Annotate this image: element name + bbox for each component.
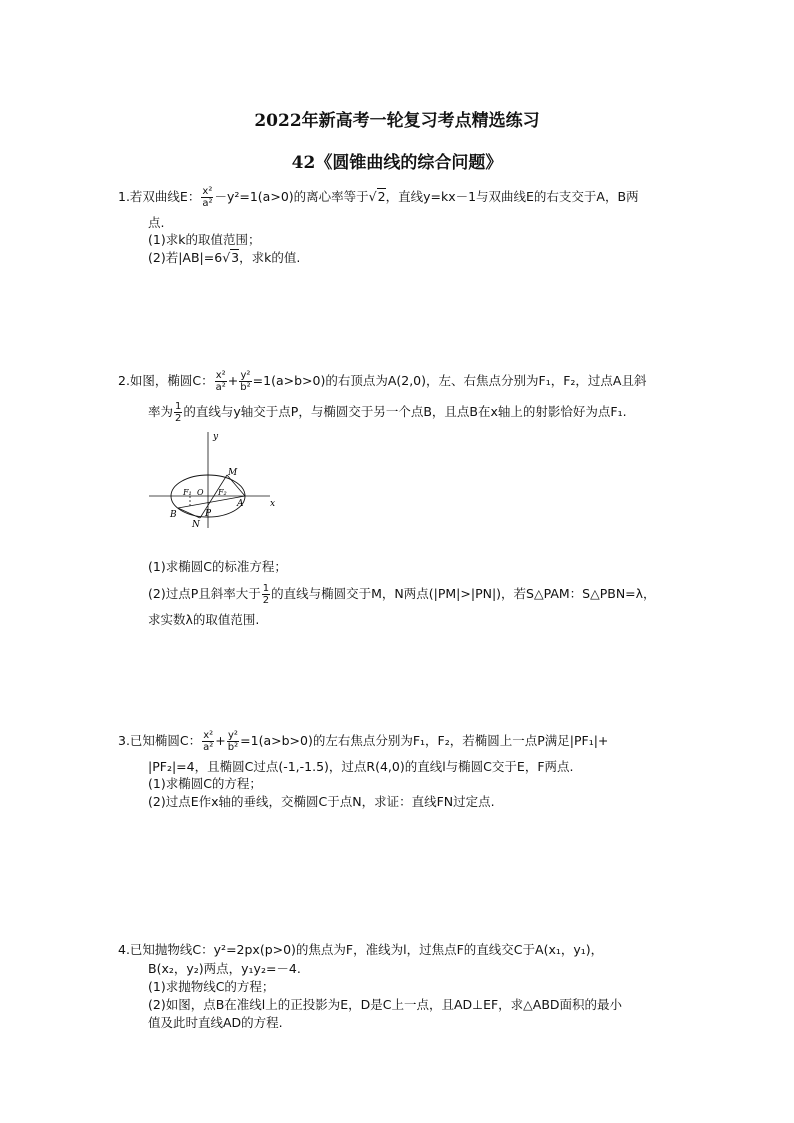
page-subtitle: 42《圆锥曲线的综合问题》 (291, 153, 503, 173)
label-F2: F₂ (218, 488, 227, 497)
q1-text: 1.若双曲线E： (118, 189, 201, 204)
fraction-den: 2 (175, 413, 182, 424)
q2-text: (2)过点P且斜率大于 (148, 586, 261, 601)
q2-line2 (148, 401, 627, 424)
fraction-den: 2 (262, 595, 270, 606)
label-x: x (270, 499, 276, 509)
q4-line1: 4.已知抛物线C：y²=2px(p>0)的焦点为F，准线为l，过焦点F的直线交C于A(x₁，y₁)， (118, 942, 604, 957)
q4-part1: (1)求抛物线C的方程； (148, 979, 275, 994)
fraction-den: a² (215, 382, 226, 393)
q2-part2-cont: 求实数λ的取值范围. (148, 612, 260, 627)
line-NB (178, 508, 200, 518)
q4-line2: B(x₂，y₂)两点，y₁y₂=－4. (148, 961, 301, 976)
q3-part2: (2)过点E作x轴的垂线，交椭圆C于点N，求证：直线FN过定点. (148, 794, 495, 809)
q3-line1 (118, 730, 608, 753)
page-title: 2022年新高考一轮复习考点精选练习 (254, 111, 540, 131)
line-MA (227, 475, 245, 496)
q2-text: 率为 (148, 404, 174, 419)
fraction-num: 1 (262, 583, 270, 594)
q2-text: 的直线与y轴交于点P，与椭圆交于另一个点B，且点B在x轴上的射影恰好为点F₁. (183, 404, 627, 419)
q1-text: ，求k的值. (239, 250, 301, 265)
fraction-den: b² (240, 382, 251, 393)
fraction (262, 583, 270, 606)
q4-part2-cont: 值及此时直线AD的方程. (148, 1015, 283, 1030)
q1-part2: (2)若|AB|=6√3，求k的值. (148, 250, 301, 265)
q2-text: 的直线与椭圆交于M，N两点(|PM|>|PN|)，若S△PAM：S△PBN=λ， (271, 586, 656, 601)
fraction-den: a² (203, 742, 214, 753)
fraction (215, 370, 227, 393)
q2-part1: (1)求椭圆C的标准方程； (148, 559, 287, 574)
q1-part1: (1)求k的取值范围； (148, 232, 261, 247)
label-y: y (213, 432, 219, 442)
sqrt-value: 2 (377, 189, 386, 204)
plus-sign: + (215, 733, 226, 748)
fraction (174, 401, 182, 424)
label-B: B (170, 510, 177, 520)
q2-text: =1(a>b>0)的右顶点为A(2,0)，左、右焦点分别为F₁，F₂，过点A且斜 (252, 373, 647, 388)
label-A: A (237, 499, 244, 509)
ellipse-figure (145, 428, 285, 528)
q1-line1: 1.若双曲线E： $\frac{\text{x²}}{\text{a²}}$ －y²=1(a>0)的离心率等于√2，直线y=kx－1与双曲线E的右支交于A，B两 (118, 186, 639, 209)
fraction (201, 186, 213, 209)
fraction-num: x² (215, 370, 226, 381)
q1-text: －y²=1(a>0)的离心率等于 (214, 189, 369, 204)
q3-text: =1(a>b>0)的左右焦点分别为F₁，F₂，若椭圆上一点P满足|PF₁|+ (240, 733, 609, 748)
fraction (239, 370, 251, 393)
label-O: O (197, 488, 204, 497)
label-F1: F₁ (183, 488, 192, 497)
fraction-num: x² (203, 730, 214, 741)
q1-text: (2)若|AB|=6 (148, 250, 223, 265)
q3-part1: (1)求椭圆C的方程； (148, 776, 262, 791)
fraction-num: x² (202, 186, 213, 197)
label-P: P (205, 509, 212, 519)
sqrt-value: 3 (231, 250, 240, 265)
plus-sign: + (227, 373, 239, 388)
fraction-den: b² (227, 742, 239, 753)
q4-part2: (2)如图，点B在准线l上的正投影为E，D是C上一点，且AD⊥EF，求△ABD面积的最小 (148, 997, 623, 1012)
label-N: N (192, 520, 200, 528)
q1-text: ，直线y=kx－1与双曲线E的右支交于A，B两 (385, 189, 639, 204)
line-AB (178, 496, 245, 508)
fraction-den: a² (202, 198, 213, 209)
q2-part2 (148, 583, 656, 606)
q2-line1 (118, 370, 646, 393)
fraction-num: y² (240, 370, 251, 381)
q1-line2: 点. (148, 215, 165, 230)
fraction (202, 730, 214, 753)
q3-text: 3.已知椭圆C： (118, 733, 202, 748)
fraction-num: 1 (175, 401, 182, 412)
label-M: M (228, 468, 238, 478)
q3-line2: |PF₂|=4，且椭圆C过点(-1,-1.5)，过点R(4,0)的直线l与椭圆C交于E，F两点. (148, 759, 574, 774)
fraction (227, 730, 239, 753)
q2-text: 2.如图，椭圆C： (118, 373, 214, 388)
fraction-num: y² (227, 730, 238, 741)
